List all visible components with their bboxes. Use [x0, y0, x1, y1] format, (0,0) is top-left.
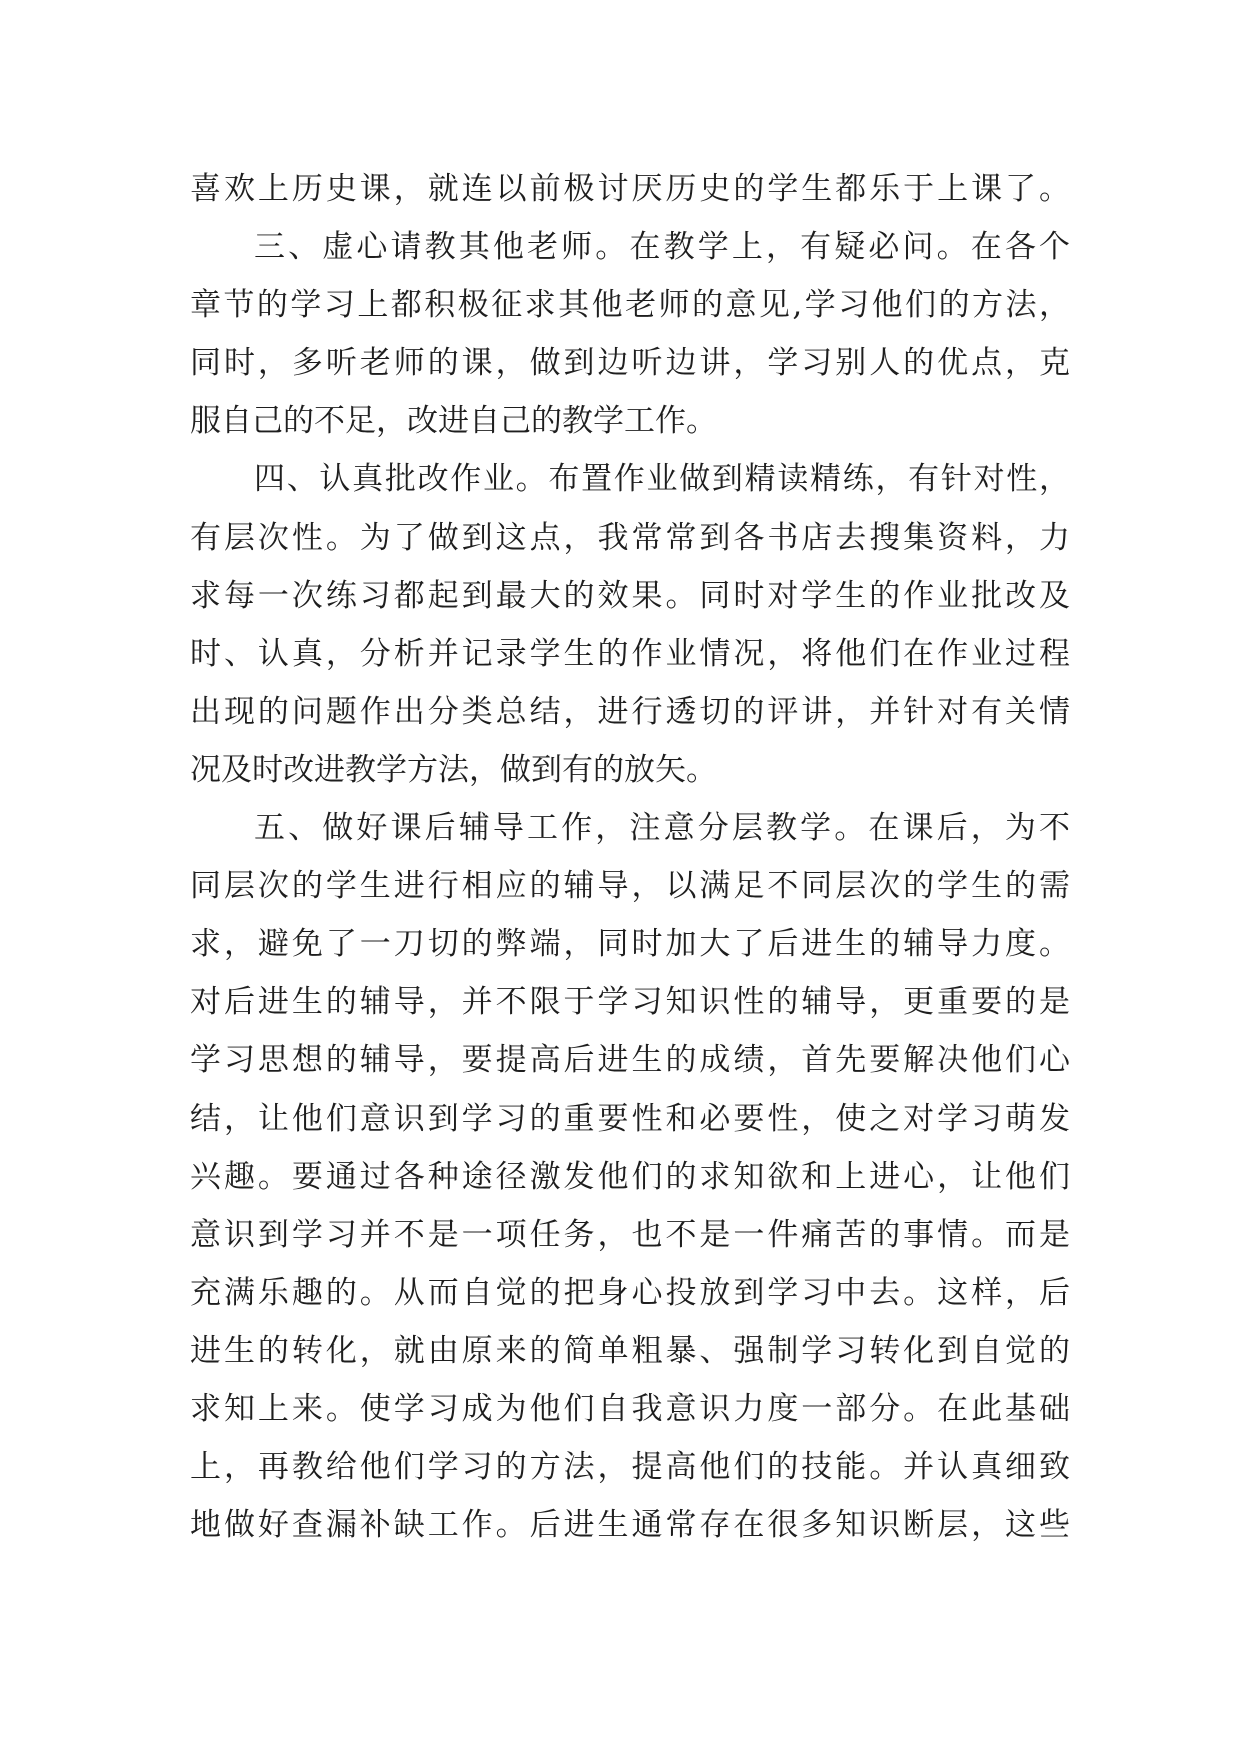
- paragraph-heading-4: 四、认真批改作业。布置作业做到精读精练，有针对性，: [254, 461, 1070, 498]
- text-line: 兴趣。要通过各种途径激发他们的求知欲和上进心，让他们: [190, 1158, 1070, 1195]
- text-line: 地做好查漏补缺工作。后进生通常存在很多知识断层，这些: [190, 1507, 1070, 1544]
- text-line: 学习思想的辅导，要提高后进生的成绩，首先要解决他们心: [190, 1042, 1070, 1079]
- text-line: 上，再教给他们学习的方法，提高他们的技能。并认真细致: [190, 1449, 1070, 1486]
- text-line: 对后进生的辅导，并不限于学习知识性的辅导，更重要的是: [190, 984, 1070, 1021]
- text-line: 意识到学习并不是一项任务，也不是一件痛苦的事情。而是: [190, 1216, 1070, 1253]
- text-line: 求每一次练习都起到最大的效果。同时对学生的作业批改及: [190, 577, 1070, 614]
- text-line: 结，让他们意识到学习的重要性和必要性，使之对学习萌发: [190, 1100, 1070, 1137]
- text-line: 时、认真，分析并记录学生的作业情况，将他们在作业过程: [190, 635, 1070, 672]
- text-line: 出现的问题作出分类总结，进行透切的评讲，并针对有关情: [190, 693, 1070, 730]
- text-line: 充满乐趣的。从而自觉的把身心投放到学习中去。这样，后: [190, 1274, 1070, 1311]
- text-line: 喜欢上历史课，就连以前极讨厌历史的学生都乐于上课了。: [190, 171, 1070, 207]
- text-line: 章节的学习上都积极征求其他老师的意见,学习他们的方法，: [190, 287, 1070, 324]
- text-line: 求知上来。使学习成为他们自我意识力度一部分。在此基础: [190, 1390, 1070, 1427]
- text-line: 求，避免了一刀切的弊端，同时加大了后进生的辅导力度。: [190, 926, 1070, 963]
- text-line: 同层次的学生进行相应的辅导，以满足不同层次的学生的需: [190, 868, 1070, 905]
- document-body: [190, 160, 1070, 1554]
- paragraph-heading-5: 五、做好课后辅导工作，注意分层教学。在课后，为不: [254, 810, 1070, 847]
- paragraph-heading-3: 三、虚心请教其他老师。在教学上，有疑必问。在各个: [254, 229, 1070, 266]
- text-line: 进生的转化，就由原来的简单粗暴、强制学习转化到自觉的: [190, 1332, 1070, 1369]
- text-line: 有层次性。为了做到这点，我常常到各书店去搜集资料，力: [190, 519, 1070, 556]
- text-line: 同时，多听老师的课，做到边听边讲，学习别人的优点，克: [190, 345, 1070, 382]
- text-line: 服自己的不足，改进自己的教学工作。: [190, 403, 717, 440]
- text-line: 况及时改进教学方法，做到有的放矢。: [190, 751, 717, 788]
